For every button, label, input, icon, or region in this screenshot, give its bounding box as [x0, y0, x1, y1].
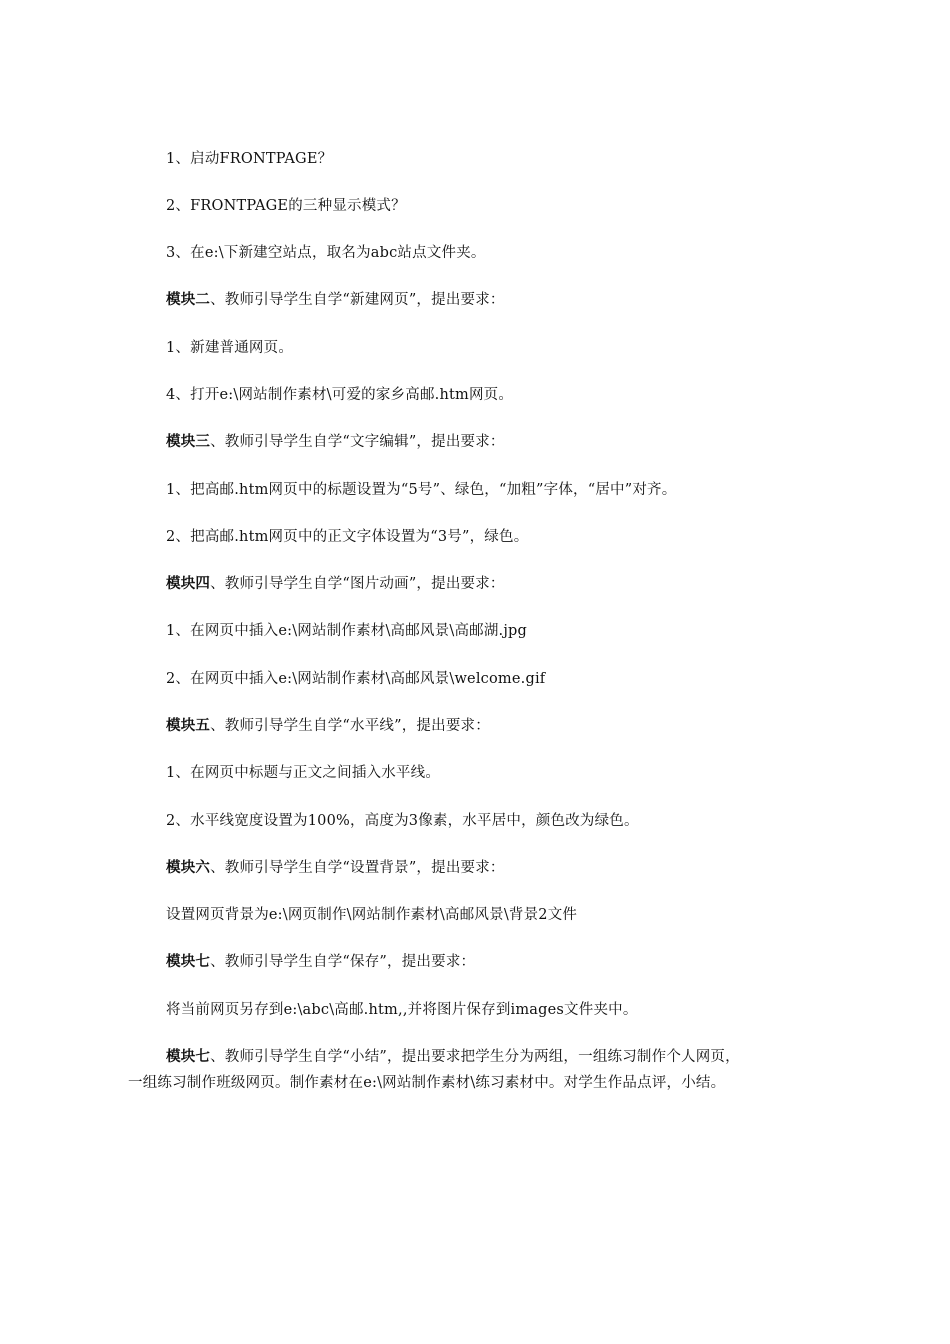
line-hr-settings: 2、水平线宽度设置为100%，高度为3像素，水平居中，颜色改为绿色。 — [166, 813, 639, 829]
line-title-format: 1、把高邮.htm网页中的标题设置为“5号”、绿色，“加粗”字体，“居中”对齐。 — [166, 482, 677, 498]
line-open-page: 4、打开e:\网站制作素材\可爱的家乡高邮.htm网页。 — [166, 387, 514, 403]
heading-module-2: 模块二、教师引导学生自学“新建网页”，提出要求： — [166, 291, 505, 308]
line-save-as: 将当前网页另存到e:\abc\高邮.htm,,并将图片保存到images文件夹中。 — [166, 1002, 638, 1018]
heading-module-5: 模块五、教师引导学生自学“水平线”，提出要求： — [166, 717, 490, 734]
line-start-frontpage: 1、启动FRONTPAGE？ — [166, 151, 333, 167]
line-display-modes: 2、FRONTPAGE的三种显示模式？ — [166, 198, 406, 214]
summary-line-2: 一组练习制作班级网页。制作素材在e:\网站制作素材\练习素材中。对学生作品点评，小结。 — [128, 1075, 726, 1091]
summary-line-1: 模块七、教师引导学生自学“小结”，提出要求把学生分为两组，一组练习制作个人网页， — [166, 1048, 740, 1065]
module-label: 模块七 — [166, 1048, 211, 1065]
module-label: 模块三 — [166, 433, 211, 450]
heading-module-6: 模块六、教师引导学生自学“设置背景”，提出要求： — [166, 859, 505, 876]
summary-paragraph — [128, 1044, 828, 1096]
module-label: 模块二 — [166, 291, 211, 308]
heading-module-4: 模块四、教师引导学生自学“图片动画”，提出要求： — [166, 575, 505, 592]
heading-module-3: 模块三、教师引导学生自学“文字编辑”，提出要求： — [166, 433, 505, 450]
module-label: 模块七 — [166, 953, 211, 970]
line-insert-hr: 1、在网页中标题与正文之间插入水平线。 — [166, 765, 441, 781]
heading-module-7-save: 模块七、教师引导学生自学“保存”，提出要求： — [166, 953, 476, 970]
module-label: 模块五 — [166, 717, 211, 734]
line-body-format: 2、把高邮.htm网页中的正文字体设置为“3号”，绿色。 — [166, 529, 529, 545]
line-new-page: 1、新建普通网页。 — [166, 340, 294, 356]
line-insert-jpg: 1、在网页中插入e:\网站制作素材\高邮风景\高邮湖.jpg — [166, 623, 528, 639]
module-label: 模块四 — [166, 575, 211, 592]
line-set-background: 设置网页背景为e:\网页制作\网站制作素材\高邮风景\背景2文件 — [166, 907, 578, 923]
line-new-site: 3、在e:\下新建空站点，取名为abc站点文件夹。 — [166, 245, 486, 261]
module-label: 模块六 — [166, 859, 211, 876]
line-insert-gif: 2、在网页中插入e:\网站制作素材\高邮风景\welcome.gif — [166, 671, 546, 687]
